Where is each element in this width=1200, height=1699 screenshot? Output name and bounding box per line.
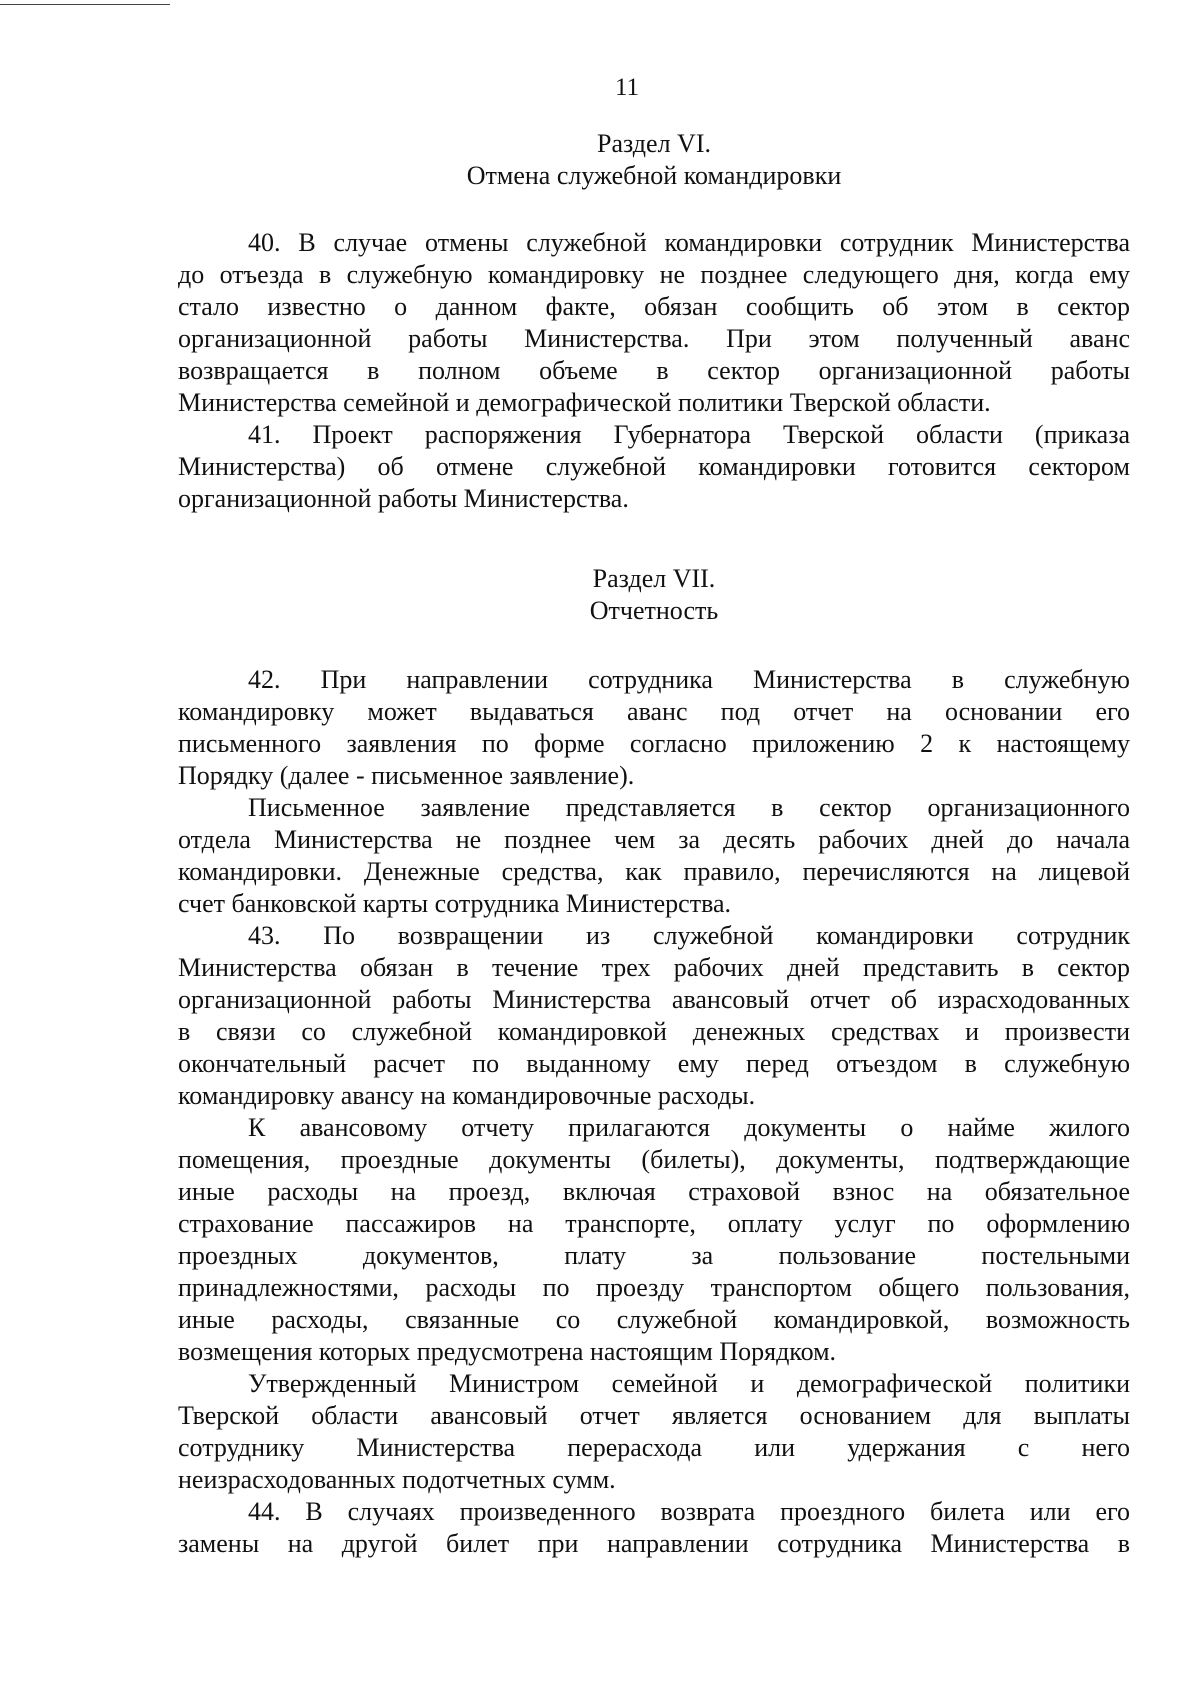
text-line: стало известно о данном факте, обязан сообщить об этом в сектор	[178, 292, 1130, 321]
section-6-subtitle: Отмена служебной командировки	[466, 161, 842, 190]
text-line: до отъезда в служебную командировку не позднее следующего дня, когда ему	[178, 260, 1130, 289]
paragraph-43-attachments	[178, 1112, 1130, 1368]
text-line: командировки. Денежные средства, как правило, перечисляются на лицевой	[178, 857, 1130, 886]
paragraph-42-written-application	[178, 792, 1130, 920]
text-line: 41. Проект распоряжения Губернатора Тверской области (приказа	[248, 420, 1130, 449]
text-line: сотруднику Министерства перерасхода или удержания с него	[178, 1433, 1130, 1462]
text-line: отдела Министерства не позднее чем за десять рабочих дней до начала	[178, 825, 1130, 854]
text-line: проездных документов, плату за пользование постельными	[178, 1241, 1130, 1270]
text-line: 40. В случае отмены служебной командировки сотрудник Министерства	[248, 228, 1130, 257]
text-line: замены на другой билет при направлении сотрудника Министерства в	[178, 1529, 1130, 1558]
text-line: Письменное заявление представляется в сектор организационного	[248, 793, 1130, 822]
section-7-body	[178, 664, 1130, 1560]
text-line: принадлежностями, расходы по проезду транспортом общего пользования,	[178, 1273, 1130, 1302]
text-line: организационной работы Министерства.	[178, 484, 629, 513]
text-line: 43. По возвращении из служебной командировки сотрудник	[248, 921, 1130, 950]
text-line: страхование пассажиров на транспорте, оплату услуг по оформлению	[178, 1209, 1130, 1238]
paragraph-44	[178, 1496, 1130, 1560]
text-line: окончательный расчет по выданному ему перед отъездом в служебную	[178, 1049, 1130, 1078]
section-7-subtitle: Отчетность	[589, 596, 719, 625]
text-line: Утвержденный Министром семейной и демографической политики	[248, 1369, 1130, 1398]
text-line: Министерства) об отмене служебной командировки готовится сектором	[178, 452, 1130, 481]
text-line: возвращается в полном объеме в сектор организационной работы	[178, 356, 1130, 385]
text-line: Министерства семейной и демографической политики Тверской области.	[178, 388, 991, 417]
section-6-body	[178, 227, 1130, 515]
text-line: организационной работы Министерства. При этом полученный аванс	[178, 324, 1130, 353]
paragraph-42	[178, 664, 1130, 792]
text-line: счет банковской карты сотрудника Министерства.	[178, 889, 732, 918]
text-line: Министерства обязан в течение трех рабочих дней представить в сектор	[178, 953, 1130, 982]
page-number: 11	[614, 74, 640, 101]
paragraph-41	[178, 419, 1130, 515]
text-line: иные расходы на проезд, включая страховой взнос на обязательное	[178, 1177, 1130, 1206]
section-6-title: Раздел VI.	[597, 129, 711, 158]
text-line: командировку авансу на командировочные расходы.	[178, 1081, 756, 1110]
text-line: организационной работы Министерства авансовый отчет об израсходованных	[178, 985, 1130, 1014]
paragraph-43-approved-report	[178, 1368, 1130, 1496]
text-line: Порядку (далее - письменное заявление).	[178, 761, 635, 790]
text-line: командировку может выдаваться аванс под отчет на основании его	[178, 697, 1130, 726]
paragraph-43	[178, 920, 1130, 1112]
text-line: Тверской области авансовый отчет является основанием для выплаты	[178, 1401, 1130, 1430]
text-line: письменного заявления по форме согласно приложению 2 к настоящему	[178, 729, 1130, 758]
text-line: К авансовому отчету прилагаются документы о найме жилого	[248, 1113, 1130, 1142]
text-line: 42. При направлении сотрудника Министерства в служебную	[248, 665, 1130, 694]
text-line: иные расходы, связанные со служебной командировкой, возможность	[178, 1305, 1130, 1334]
text-line: в связи со служебной командировкой денежных средствах и произвести	[178, 1017, 1130, 1046]
text-line: 44. В случаях произведенного возврата проездного билета или его	[248, 1497, 1130, 1526]
text-line: неизрасходованных подотчетных сумм.	[178, 1465, 616, 1494]
section-7-title: Раздел VII.	[592, 564, 716, 593]
text-line: помещения, проездные документы (билеты), документы, подтверждающие	[178, 1145, 1130, 1174]
top-rule	[0, 4, 170, 5]
paragraph-40	[178, 227, 1130, 419]
section-6-heading	[178, 128, 1130, 192]
text-line: возмещения которых предусмотрена настоящим Порядком.	[178, 1337, 837, 1366]
section-7-heading	[178, 563, 1130, 627]
